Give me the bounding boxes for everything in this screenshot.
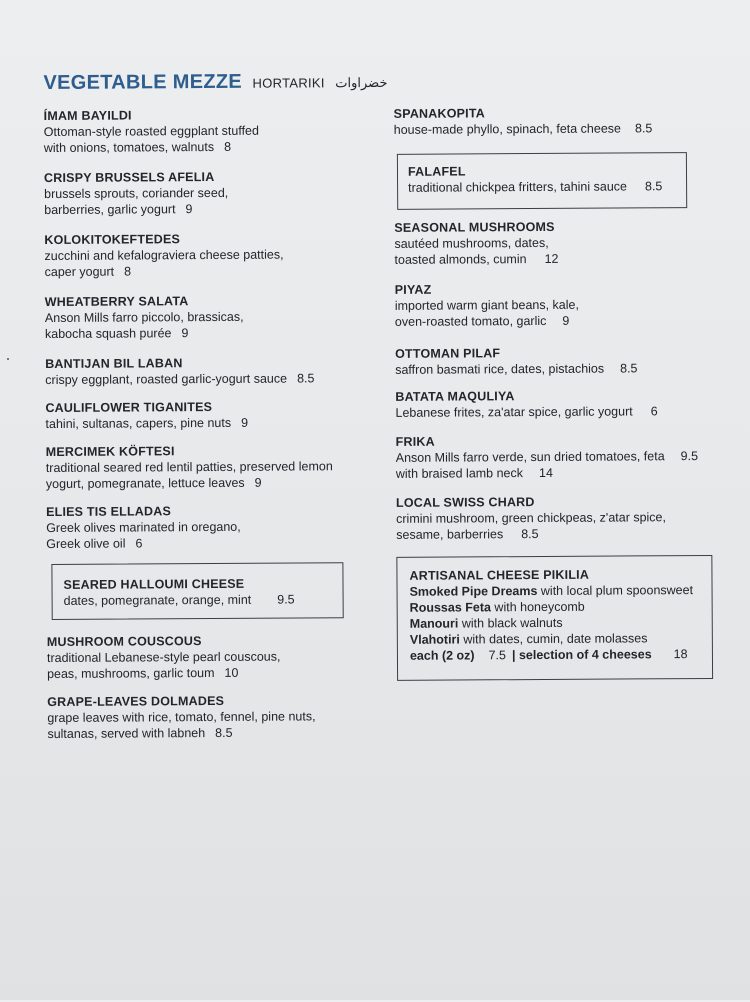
item-description: tahini, sultanas, capers, pine nuts bbox=[45, 415, 232, 432]
menu-item bbox=[396, 493, 666, 543]
item-name: BATATA MAQULIYA bbox=[395, 389, 515, 404]
item-description: crispy eggplant, roasted garlic-yogurt sauce bbox=[45, 371, 288, 388]
item-name: MUSHROOM COUSCOUS bbox=[46, 634, 202, 650]
item-price: 8.5 bbox=[215, 725, 233, 740]
menu-item bbox=[47, 633, 281, 682]
item-description: yogurt, pomegranate, lettuce leaves bbox=[45, 475, 245, 492]
cheese-description: with black walnuts bbox=[458, 615, 563, 631]
menu-item bbox=[45, 293, 244, 342]
item-price: 9 bbox=[562, 313, 570, 328]
section-arabic-title: خضراوات bbox=[335, 75, 388, 92]
cheese-row bbox=[410, 582, 694, 600]
item-price: 8.5 bbox=[620, 361, 638, 376]
item-description: dates, pomegranate, orange, mint bbox=[63, 592, 252, 608]
item-name: GRAPE-LEAVES DOLMADES bbox=[47, 693, 225, 710]
menu-item bbox=[394, 104, 653, 138]
item-description: oven-roasted tomato, garlic bbox=[394, 313, 547, 329]
item-description: toasted almonds, cumin bbox=[394, 252, 527, 267]
item-description: barberries, garlic yogurt bbox=[44, 202, 176, 218]
item-description: zucchini and kefalograviera cheese patties, bbox=[44, 247, 284, 264]
cheese-row bbox=[410, 598, 694, 616]
menu-item bbox=[44, 169, 228, 218]
item-description: Greek olive oil bbox=[46, 536, 126, 552]
pikilia-title: ARTISANAL CHEESE PIKILIA bbox=[409, 567, 590, 583]
item-price: 14 bbox=[538, 465, 553, 480]
cheese-name: Smoked Pipe Dreams bbox=[409, 584, 538, 599]
item-price: 9 bbox=[254, 475, 262, 490]
menu-item bbox=[396, 432, 699, 482]
item-name: OTTOMAN PILAF bbox=[395, 346, 501, 361]
cheese-description: with honeycomb bbox=[490, 599, 585, 615]
cheese-name: Manouri bbox=[409, 616, 459, 631]
item-price: 9.5 bbox=[680, 449, 699, 464]
item-description: sesame, barberries bbox=[396, 527, 504, 542]
cheese-row bbox=[410, 614, 694, 632]
item-name: SEASONAL MUSHROOMS bbox=[394, 219, 555, 235]
item-description: imported warm giant beans, kale, bbox=[394, 297, 579, 313]
item-description: traditional chickpea fritters, tahini sauce bbox=[408, 179, 628, 195]
item-description: Anson Mills farro verde, sun dried tomatoes, feta bbox=[395, 449, 665, 465]
section-subtitle: HORTARIKI bbox=[252, 75, 325, 91]
item-name: SPANAKOPITA bbox=[393, 106, 486, 121]
menu-item bbox=[47, 692, 316, 742]
menu-item bbox=[46, 442, 333, 492]
item-description: Ottoman-style roasted eggplant stuffed bbox=[43, 123, 259, 140]
item-name: WHEATBERRY SALATA bbox=[44, 294, 189, 310]
item-price: 8.5 bbox=[521, 527, 539, 542]
cheese-pikilia-box bbox=[396, 555, 713, 681]
menu-item bbox=[45, 354, 314, 388]
item-name: SEARED HALLOUMI CHEESE bbox=[63, 576, 245, 592]
item-description: crimini mushroom, green chickpeas, z'atar spice, bbox=[396, 510, 667, 526]
item-description: caper yogurt bbox=[44, 264, 115, 280]
item-name: BANTIJAN BIL LABAN bbox=[45, 356, 183, 372]
item-price: 10 bbox=[224, 665, 239, 680]
featured-item-box bbox=[51, 562, 343, 620]
item-description: sultanas, served with labneh bbox=[47, 726, 206, 742]
item-price: 6 bbox=[650, 404, 658, 419]
menu-item bbox=[395, 387, 657, 421]
item-description: with onions, tomatoes, walnuts bbox=[43, 139, 215, 156]
item-description: sautéed mushrooms, dates, bbox=[394, 235, 549, 251]
left-column bbox=[43, 106, 344, 742]
item-price: 8 bbox=[224, 139, 232, 154]
item-price: 9.5 bbox=[277, 592, 295, 607]
item-name: FALAFEL bbox=[407, 164, 466, 179]
featured-item-box bbox=[397, 152, 687, 210]
item-name: LOCAL SWISS CHARD bbox=[395, 495, 535, 510]
item-price: 8 bbox=[124, 264, 132, 279]
item-name: PIYAZ bbox=[394, 282, 432, 297]
item-name: MERCIMEK KÖFTESI bbox=[45, 444, 175, 460]
item-price: 9 bbox=[181, 326, 189, 341]
item-name: CRISPY BRUSSELS AFELIA bbox=[43, 169, 215, 186]
cheese-row bbox=[410, 630, 694, 648]
item-description: saffron basmati rice, dates, pistachios bbox=[395, 361, 605, 377]
item-description: kabocha squash purée bbox=[44, 326, 172, 342]
cheese-name: Roussas Feta bbox=[409, 600, 491, 615]
item-name: FRIKA bbox=[395, 434, 435, 449]
menu-item bbox=[44, 231, 283, 280]
each-price: 7.5 bbox=[488, 648, 506, 663]
selection-price: 18 bbox=[673, 647, 688, 662]
item-name: KOLOKITOKEFTEDES bbox=[44, 232, 181, 248]
menu-item bbox=[44, 107, 259, 156]
item-name: ELIES TIS ELLADAS bbox=[46, 504, 172, 520]
each-label: each (2 oz) bbox=[409, 648, 475, 663]
item-price: 8.5 bbox=[644, 179, 663, 194]
section-title: VEGETABLE MEZZE bbox=[43, 70, 243, 95]
item-description: Anson Mills farro piccolo, brassicas, bbox=[44, 309, 244, 326]
item-description: traditional seared red lentil patties, preserved lemon bbox=[45, 459, 333, 476]
item-name: ÍMAM BAYILDI bbox=[43, 108, 132, 124]
selection-label: | selection of 4 cheeses bbox=[511, 647, 652, 663]
item-description: grape leaves with rice, tomato, fennel, pine nuts, bbox=[47, 709, 316, 726]
menu-item bbox=[394, 219, 558, 268]
menu-item bbox=[395, 344, 637, 377]
item-price: 6 bbox=[135, 536, 143, 551]
item-description: traditional Lebanese-style pearl couscous, bbox=[46, 649, 281, 666]
item-name: CAULIFLOWER TIGANITES bbox=[45, 399, 213, 416]
menu-item bbox=[45, 399, 248, 432]
item-price: 9 bbox=[241, 415, 249, 430]
item-price: 12 bbox=[544, 251, 559, 266]
right-column bbox=[393, 104, 714, 663]
item-description: peas, mushrooms, garlic toum bbox=[47, 665, 215, 682]
item-description: with braised lamb neck bbox=[395, 466, 524, 481]
item-price: 9 bbox=[185, 202, 193, 217]
item-description: house-made phyllo, spinach, feta cheese bbox=[393, 121, 622, 137]
section-header bbox=[43, 70, 387, 95]
menu-item bbox=[46, 503, 241, 552]
cheese-description: with local plum spoonsweet bbox=[537, 583, 694, 599]
item-price: 8.5 bbox=[297, 371, 315, 386]
item-price: 8.5 bbox=[634, 121, 653, 136]
item-description: brussels sprouts, coriander seed, bbox=[44, 185, 229, 202]
cheese-name: Vlahotiri bbox=[409, 632, 460, 647]
item-description: Greek olives marinated in oregano, bbox=[46, 519, 241, 536]
menu-item bbox=[395, 281, 579, 330]
cheese-description: with dates, cumin, date molasses bbox=[459, 631, 648, 647]
item-description: Lebanese frites, za'atar spice, garlic yogurt bbox=[395, 404, 633, 420]
cheese-pricing-row bbox=[410, 646, 694, 664]
